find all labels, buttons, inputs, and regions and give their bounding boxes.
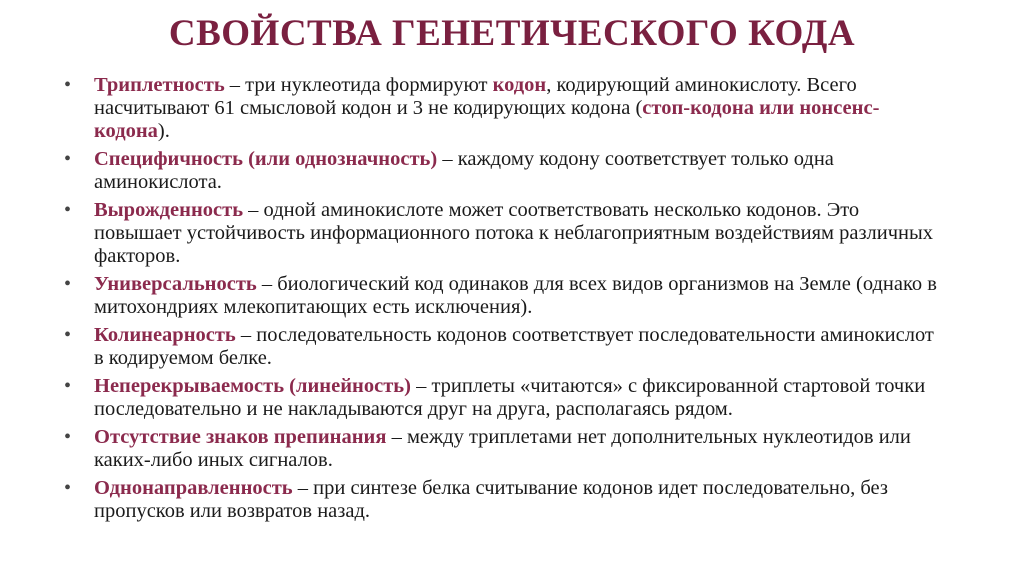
term: Колинеарность [94,324,236,346]
bullet-icon: • [64,324,72,346]
description: ). [157,120,170,142]
list-item-no-punctuation [60,426,940,472]
properties-list [60,74,940,528]
bullet-icon: • [64,273,72,295]
bullet-icon: • [64,375,72,397]
bullet-icon: • [64,477,72,499]
highlight: стоп-кодона или нонсенс-кодона [94,97,880,142]
description: – последовательность кодонов соответствует последовательности аминокислот в кодируемом белке. [94,324,934,369]
list-item-triplet [60,74,940,143]
bullet-icon: • [64,148,72,170]
term: Вырожденность [94,199,244,221]
description: – между триплетами нет дополнительных нуклеотидов или каких-либо иных сигналов. [94,426,911,471]
bullet-icon: • [64,74,72,96]
bullet-icon: • [64,426,72,448]
description: – одной аминокислоте может соответствовать несколько кодонов. Это повышает устойчивость информационного потока к неблагоприятным воздействиям различных факторов. [94,199,934,267]
description: , кодирующий аминокислоту. Всего насчитывают 61 смысловой кодон и 3 не кодирующих кодона ( [94,74,857,119]
list-item-specificity [60,148,940,194]
term: Неперекрываемость (линейность) [94,375,411,397]
term: Отсутствие знаков препинания [94,426,387,448]
description: – три нуклеотида формируют [224,74,493,96]
list-item-colinearity [60,324,940,370]
description: – биологический код одинаков для всех видов организмов на Земле (однако в митохондриях млекопитающих есть исключения). [94,273,937,318]
description: – триплеты «читаются» с фиксированной стартовой точки последовательно и не накладываются друг на друга, располагаясь рядом. [94,375,926,420]
term: Специфичность (или однозначность) [94,148,438,170]
slide-title: СВОЙСТВА ГЕНЕТИЧЕСКОГО КОДА [168,13,856,54]
bullet-icon: • [64,199,72,221]
description: – каждому кодону соответствует только одна аминокислота. [94,148,834,193]
term: Однонаправленность [94,477,293,499]
description: – при синтезе белка считывание кодонов идет последовательно, без пропусков или возвратов назад. [94,477,889,522]
list-item-unidirectionality [60,477,940,523]
list-item-non-overlapping [60,375,940,421]
list-item-universality [60,273,940,319]
highlight: кодон [492,74,547,96]
term: Триплетность [94,74,225,96]
term: Универсальность [94,273,257,295]
list-item-degeneracy [60,199,940,268]
